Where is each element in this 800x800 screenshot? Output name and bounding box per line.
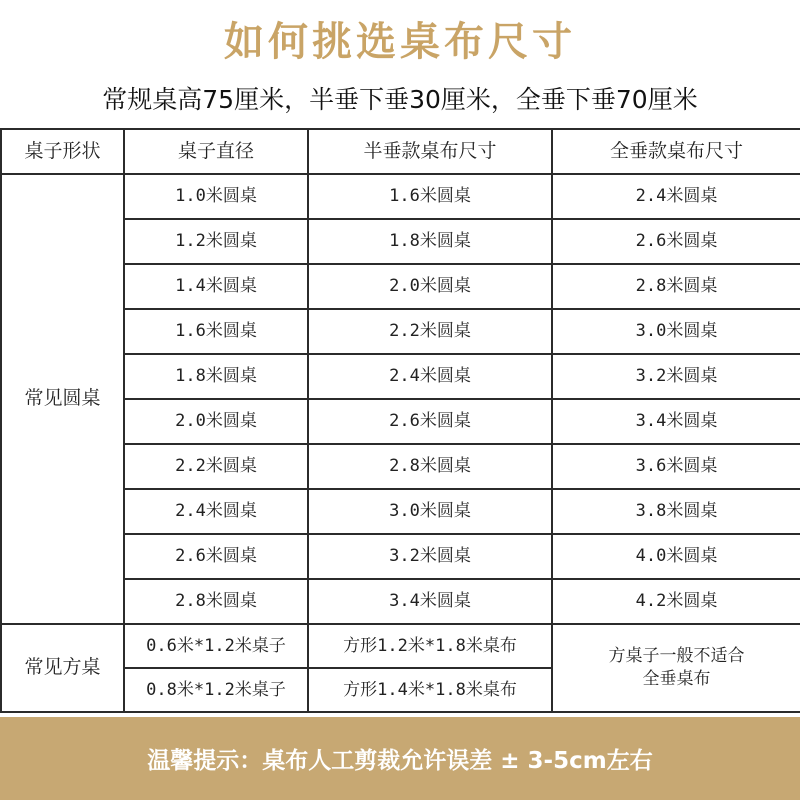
table-cell: 2.0米圆桌	[308, 264, 552, 309]
table-cell: 3.6米圆桌	[552, 444, 800, 489]
subtitle: 常规桌高75厘米，半垂下垂30厘米，全垂下垂70厘米	[102, 85, 698, 114]
footer-banner	[0, 717, 800, 800]
table-cell: 4.0米圆桌	[552, 534, 800, 579]
table-cell: 3.0米圆桌	[308, 489, 552, 534]
table-cell: 3.2米圆桌	[552, 354, 800, 399]
table-cell: 3.4米圆桌	[552, 399, 800, 444]
table-cell: 方形1.2米*1.8米桌布	[308, 624, 552, 668]
table-cell: 2.6米圆桌	[552, 219, 800, 264]
table-cell: 1.4米圆桌	[124, 264, 308, 309]
table-cell: 1.0米圆桌	[124, 174, 308, 219]
table-cell: 1.6米圆桌	[124, 309, 308, 354]
table-cell: 4.2米圆桌	[552, 579, 800, 624]
table-cell: 2.8米圆桌	[124, 579, 308, 624]
round-table-label: 常见圆桌	[1, 174, 124, 624]
header-cell: 半垂款桌布尺寸	[308, 129, 552, 174]
table-cell: 0.8米*1.2米桌子	[124, 668, 308, 712]
table-cell: 2.4米圆桌	[552, 174, 800, 219]
footer-tip: 温馨提示：桌布人工剪裁允许误差 ± 3-5cm左右	[147, 748, 653, 774]
table-header-row	[1, 129, 800, 174]
table-cell: 方形1.4米*1.8米桌布	[308, 668, 552, 712]
table-cell: 2.2米圆桌	[308, 309, 552, 354]
table-row	[1, 174, 800, 219]
table-cell: 2.2米圆桌	[124, 444, 308, 489]
table-cell: 2.8米圆桌	[552, 264, 800, 309]
square-note-line: 全垂桌布	[642, 669, 711, 689]
size-table	[0, 128, 800, 713]
table-row	[1, 624, 800, 668]
table-cell: 3.2米圆桌	[308, 534, 552, 579]
page-title: 如何挑选桌布尺寸	[224, 19, 576, 65]
table-cell: 2.4米圆桌	[308, 354, 552, 399]
header-cell: 全垂款桌布尺寸	[552, 129, 800, 174]
table-cell: 3.0米圆桌	[552, 309, 800, 354]
square-note-line: 方桌子一般不适合	[608, 646, 745, 667]
table-cell: 3.4米圆桌	[308, 579, 552, 624]
table-cell: 1.8米圆桌	[308, 219, 552, 264]
table-cell: 2.6米圆桌	[308, 399, 552, 444]
square-table-label: 常见方桌	[1, 624, 124, 712]
table-cell: 2.4米圆桌	[124, 489, 308, 534]
table-cell: 1.6米圆桌	[308, 174, 552, 219]
table-cell: 1.8米圆桌	[124, 354, 308, 399]
header-cell: 桌子形状	[1, 129, 124, 174]
table-cell: 2.8米圆桌	[308, 444, 552, 489]
table-cell: 0.6米*1.2米桌子	[124, 624, 308, 668]
table-cell: 3.8米圆桌	[552, 489, 800, 534]
table-cell: 2.0米圆桌	[124, 399, 308, 444]
header-cell: 桌子直径	[124, 129, 308, 174]
table-cell: 1.2米圆桌	[124, 219, 308, 264]
square-note-cell	[552, 624, 800, 712]
table-cell: 2.6米圆桌	[124, 534, 308, 579]
